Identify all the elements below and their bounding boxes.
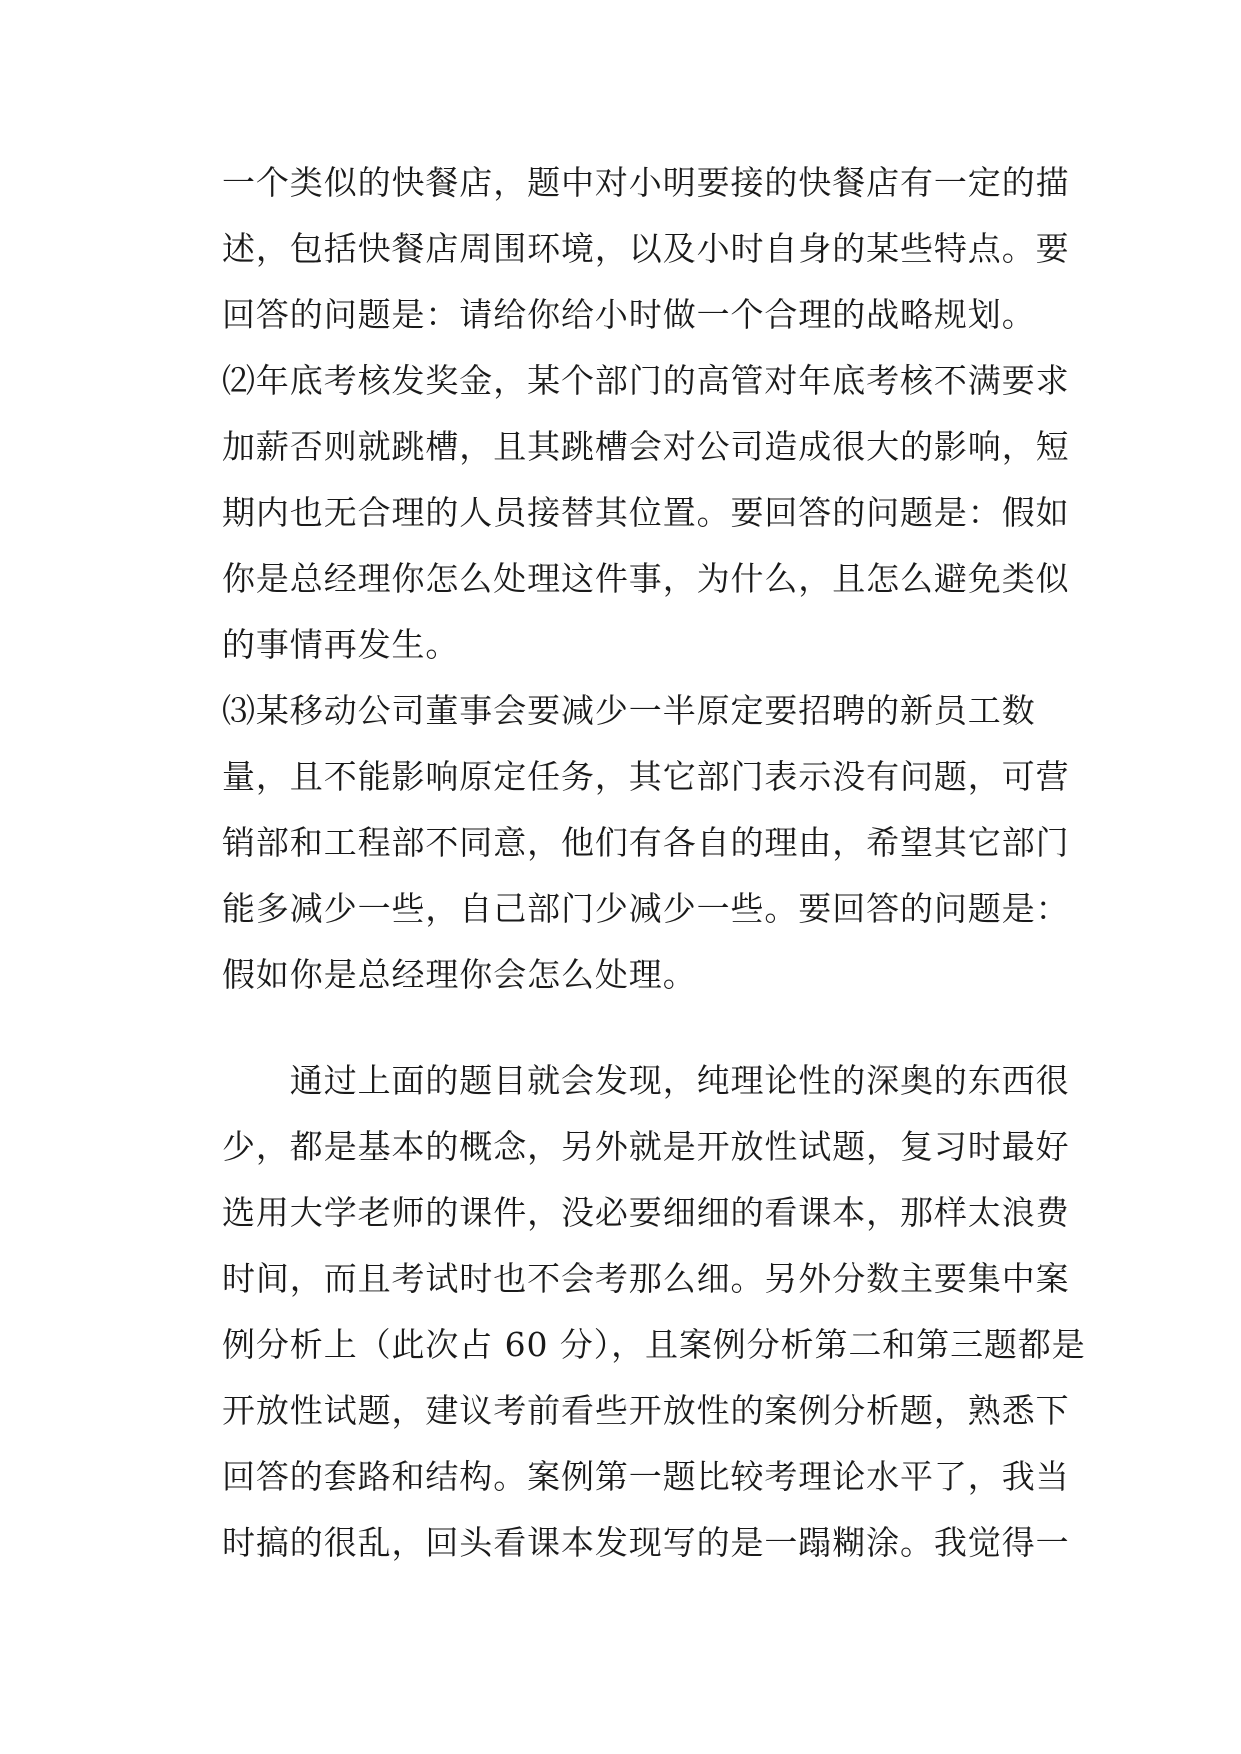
paragraph-advice — [222, 1048, 1086, 1576]
text-line: 开放性试题，建议考前看些开放性的案例分析题，熟悉下 — [222, 1391, 1070, 1430]
text-line: 你是总经理你怎么处理这件事，为什么，且怎么避免类似 — [222, 559, 1070, 598]
text-line: 销部和工程部不同意，他们有各自的理由，希望其它部门 — [222, 823, 1070, 862]
text-line: ⑵年底考核发奖金，某个部门的高管对年底考核不满要求 — [222, 361, 1070, 400]
text-line: 加薪否则就跳槽，且其跳槽会对公司造成很大的影响，短 — [222, 427, 1070, 466]
text-line: 时间，而且考试时也不会考那么细。另外分数主要集中案 — [222, 1259, 1070, 1298]
text-line: 能多减少一些，自己部门少减少一些。要回答的问题是： — [222, 889, 1070, 928]
text-line: 少，都是基本的概念，另外就是开放性试题，复习时最好 — [222, 1127, 1070, 1166]
text-line: 假如你是总经理你会怎么处理。 — [222, 955, 697, 994]
text-line: 例分析上（此次占 60 分），且案例分析第二和第三题都是 — [222, 1325, 1086, 1364]
text-line: 的事情再发生。 — [222, 625, 460, 664]
text-line: 量，且不能影响原定任务，其它部门表示没有问题，可营 — [222, 757, 1070, 796]
paragraph-questions — [222, 150, 1070, 1008]
text-line: 回答的问题是：请给你给小时做一个合理的战略规划。 — [222, 295, 1036, 334]
text-line: 时搞的很乱，回头看课本发现写的是一蹋糊涂。我觉得一 — [222, 1523, 1070, 1562]
text-line: 期内也无合理的人员接替其位置。要回答的问题是：假如 — [222, 493, 1070, 532]
text-line: ⑶某移动公司董事会要减少一半原定要招聘的新员工数 — [222, 691, 1036, 730]
text-line: 一个类似的快餐店，题中对小明要接的快餐店有一定的描 — [222, 163, 1070, 202]
text-line: 述，包括快餐店周围环境，以及小时自身的某些特点。要 — [222, 229, 1070, 268]
text-line: 回答的套路和结构。案例第一题比较考理论水平了，我当 — [222, 1457, 1070, 1496]
text-line: 通过上面的题目就会发现，纯理论性的深奥的东西很 — [222, 1061, 1070, 1100]
text-line: 选用大学老师的课件，没必要细细的看课本，那样太浪费 — [222, 1193, 1070, 1232]
